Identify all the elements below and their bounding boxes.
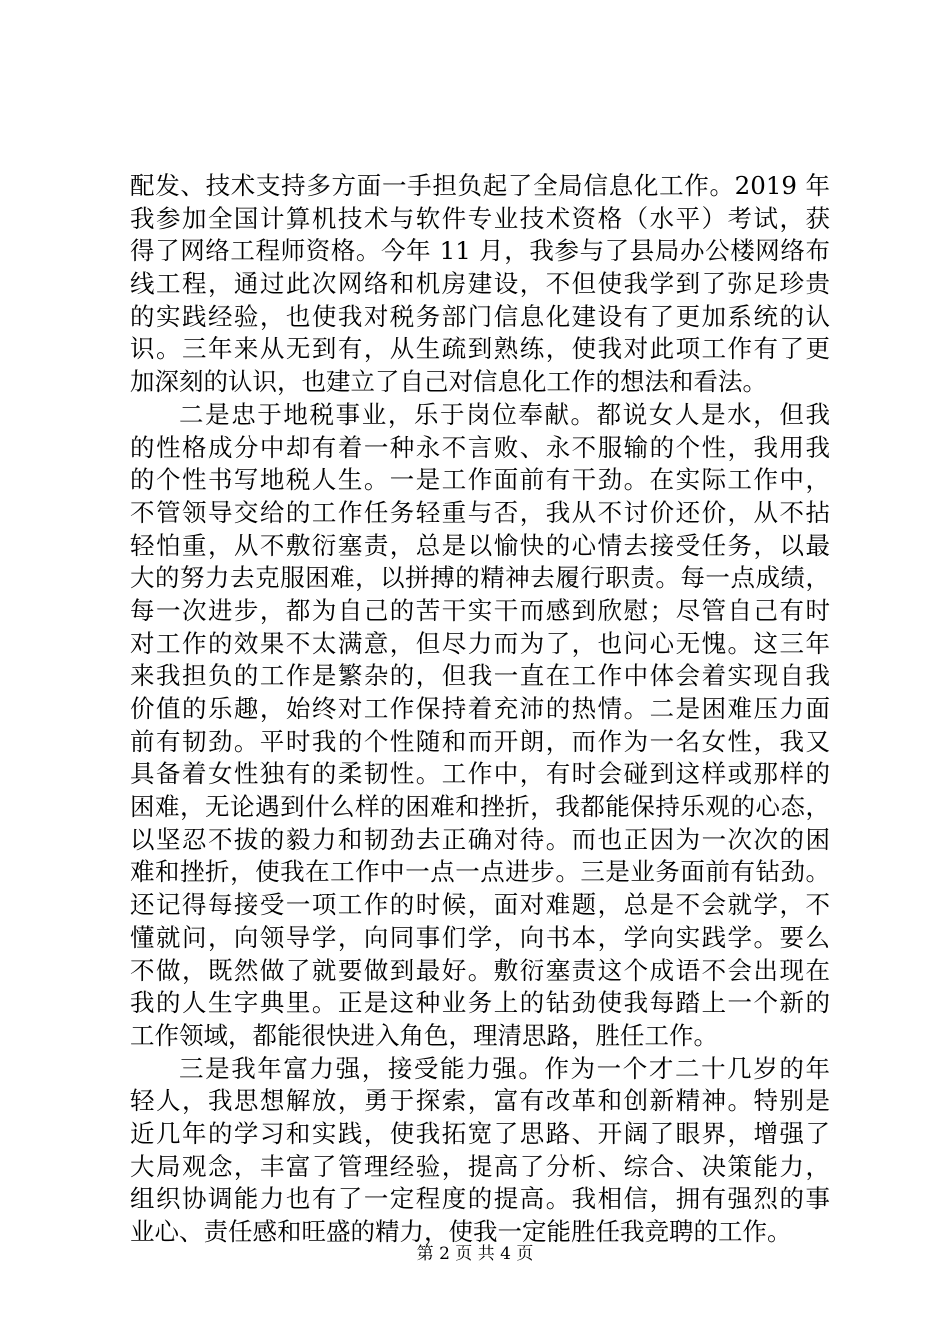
- text-line: 还记得每接受一项工作的时候，面对难题，总是不会就学，不: [130, 890, 830, 920]
- text-line: 配发、技术支持多方面一手担负起了全局信息化工作。2019 年: [130, 171, 830, 200]
- text-line: 的个性书写地税人生。一是工作面前有干劲。在实际工作中，: [130, 465, 830, 495]
- text-line: 大的努力去克服困难，以拼搏的精神去履行职责。每一点成绩，: [130, 563, 830, 593]
- text-line: 困难，无论遇到什么样的困难和挫折，我都能保持乐观的心态，: [130, 792, 830, 822]
- text-line: 工作领域，都能很快进入角色，理清思路，胜任工作。: [130, 1020, 718, 1050]
- text-line: 懂就问，向领导学，向同事们学，向书本，学向实践学。要么: [130, 922, 830, 952]
- text-line: 大局观念，丰富了管理经验，提高了分析、综合、决策能力，: [130, 1151, 830, 1181]
- page-footer: [0, 1243, 950, 1265]
- text-line: 对工作的效果不太满意，但尽力而为了，也问心无愧。这三年: [130, 628, 830, 658]
- text-line: 我的人生字典里。正是这种业务上的钻劲使我每踏上一个新的: [130, 988, 830, 1018]
- text-line: 不管领导交给的工作任务轻重与否，我从不讨价还价，从不拈: [130, 497, 830, 527]
- text-line: 加深刻的认识，也建立了自己对信息化工作的想法和看法。: [130, 367, 767, 397]
- text-line: 业心、责任感和旺盛的精力，使我一定能胜任我竞聘的工作。: [130, 1217, 792, 1246]
- page-number-label: 第 2 页 共 4 页: [416, 1244, 534, 1264]
- text-line: 的性格成分中却有着一种永不言败、永不服输的个性，我用我: [130, 432, 830, 462]
- paragraph-2: [130, 399, 830, 1053]
- text-line: 前有韧劲。平时我的个性随和而开朗，而作为一名女性，我又: [130, 726, 830, 756]
- text-line: 轻怕重，从不敷衍塞责，总是以愉快的心情去接受任务，以最: [130, 530, 830, 560]
- text-line: 的实践经验，也使我对税务部门信息化建设有了更加系统的认: [130, 301, 830, 331]
- text-line: 近几年的学习和实践，使我拓宽了思路、开阔了眼界，增强了: [130, 1118, 830, 1148]
- text-line: 得了网络工程师资格。今年 11 月，我参与了县局办公楼网络布: [130, 236, 830, 266]
- text-line: 三是我年富力强，接受能力强。作为一个才二十几岁的年: [179, 1053, 830, 1083]
- text-line: 组织协调能力也有了一定程度的提高。我相信，拥有强烈的事: [130, 1184, 830, 1214]
- text-line: 不做，既然做了就要做到最好。敷衍塞责这个成语不会出现在: [130, 955, 830, 985]
- text-line: 识。三年来从无到有，从生疏到熟练，使我对此项工作有了更: [130, 334, 830, 364]
- text-line: 二是忠于地税事业，乐于岗位奉献。都说女人是水，但我: [179, 399, 830, 429]
- text-line: 来我担负的工作是繁杂的，但我一直在工作中体会着实现自我: [130, 661, 830, 691]
- text-line: 难和挫折，使我在工作中一点一点进步。三是业务面前有钻劲。: [130, 857, 830, 887]
- text-line: 线工程，通过此次网络和机房建设，不但使我学到了弥足珍贵: [130, 269, 830, 299]
- text-line: 以坚忍不拔的毅力和韧劲去正确对待。而也正因为一次次的困: [130, 824, 830, 854]
- document-body: [130, 170, 830, 1249]
- text-line: 轻人，我思想解放，勇于探索，富有改革和创新精神。特别是: [130, 1086, 830, 1116]
- paragraph-3: [130, 1053, 830, 1249]
- text-line: 价值的乐趣，始终对工作保持着充沛的热情。二是困难压力面: [130, 694, 830, 723]
- text-line: 我参加全国计算机技术与软件专业技术资格（水平）考试，获: [130, 203, 830, 233]
- text-line: 具备着女性独有的柔韧性。工作中，有时会碰到这样或那样的: [130, 759, 830, 789]
- paragraph-1: [130, 170, 830, 399]
- text-line: 每一次进步，都为自己的苦干实干而感到欣慰；尽管自己有时: [130, 595, 830, 625]
